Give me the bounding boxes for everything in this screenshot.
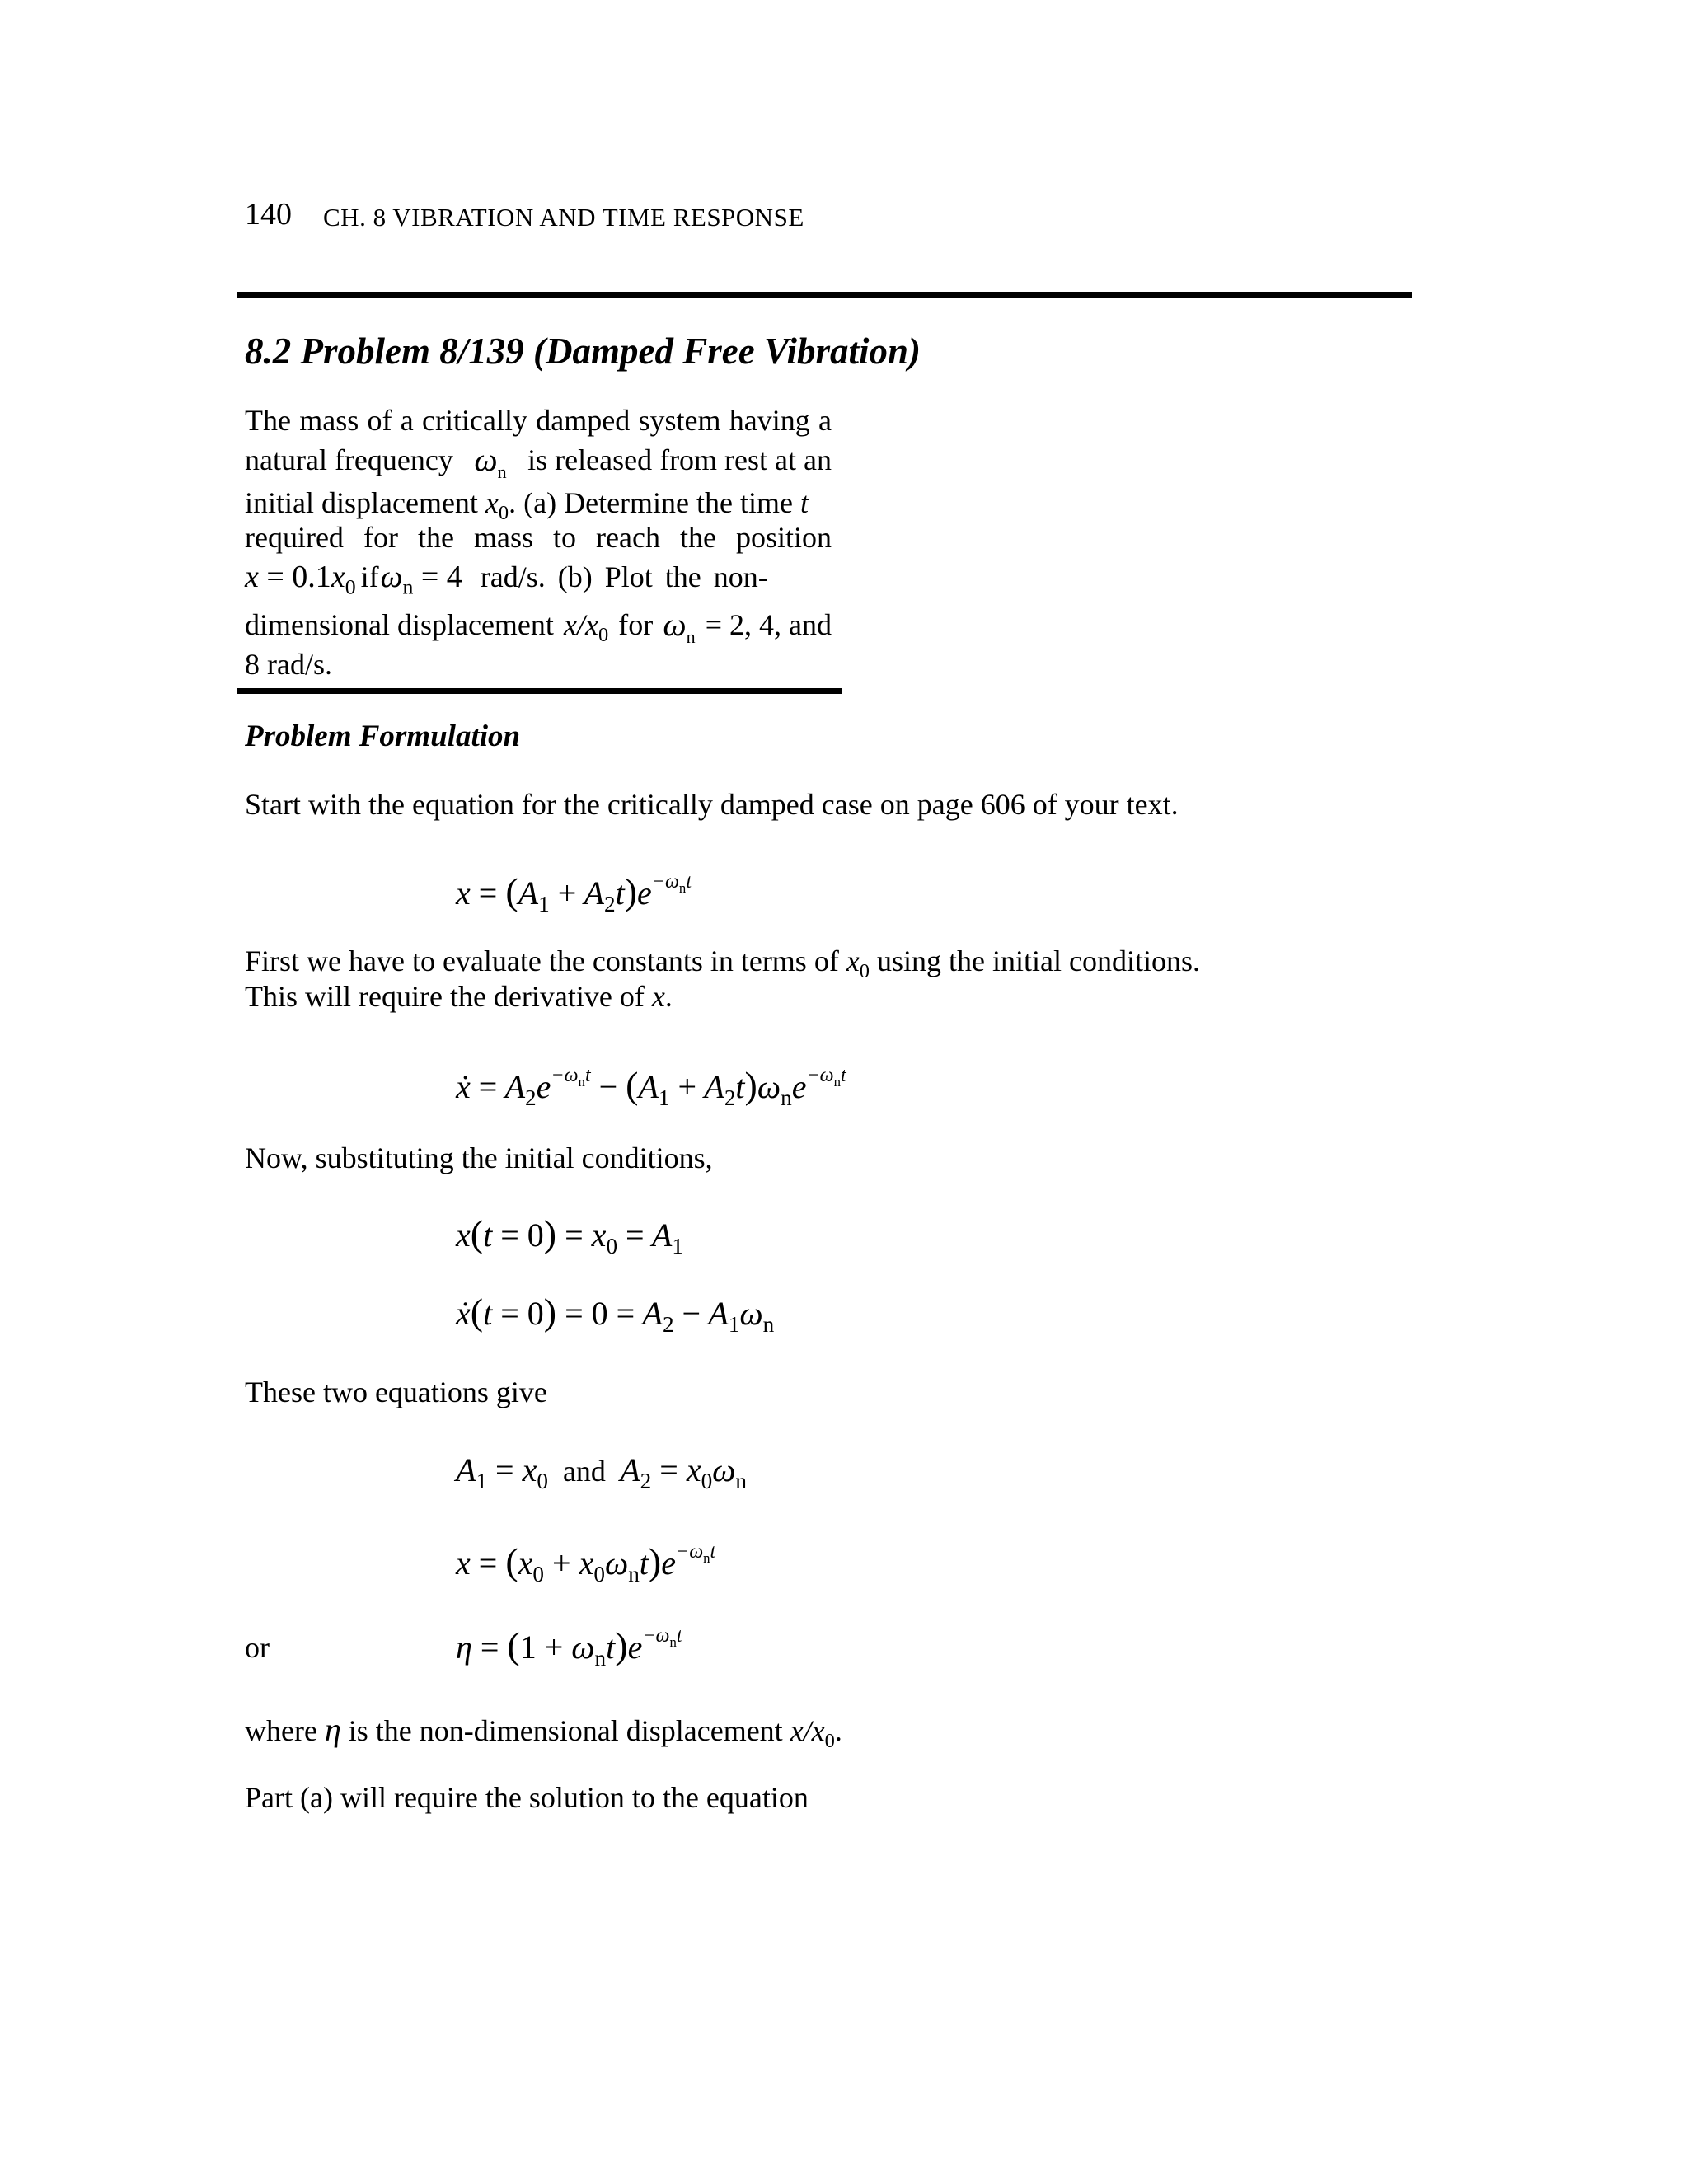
problem-line-2b: is released from rest at an bbox=[528, 443, 832, 476]
problem-line-3a: initial displacement bbox=[245, 486, 478, 519]
paragraph-2a: First we have to evaluate the constants in terms of bbox=[245, 944, 839, 977]
paragraph-2c: This will require the derivative of bbox=[245, 980, 645, 1013]
x0-symbol: $x_0$ bbox=[485, 486, 509, 525]
paragraph-5b: is the non-dimensional displacement bbox=[348, 1714, 783, 1747]
equation-derivative: ẋ = $A_2e^{-\omega_nt} - (A_1 + A_2t)\omega_ne^{-\omega_nt}$ bbox=[456, 1064, 846, 1110]
problem-line-2a: natural frequency bbox=[245, 443, 453, 476]
equation-initial-velocity: ẋ(t = $0) = 0 = A_2 - A_1\omega_n$ bbox=[456, 1291, 775, 1337]
running-title: CH. 8 VIBRATION AND TIME RESPONSE bbox=[323, 203, 804, 232]
equation-solution: $x = (x_0 + x_0\omega_nt)e^{-\omega_nt}$ bbox=[456, 1540, 716, 1586]
paragraph-2-line-2: This will require the derivative of x. bbox=[245, 980, 673, 1013]
problem-line-7: 8 rad/s. bbox=[245, 648, 332, 681]
formulation-heading: Problem Formulation bbox=[245, 719, 521, 753]
or-word: or bbox=[245, 1631, 270, 1664]
paragraph-2-line-1: First we have to evaluate the constants in terms of $x_0$ using the initial conditions. bbox=[245, 944, 1201, 983]
paragraph-2b: using the initial conditions. bbox=[877, 944, 1201, 977]
omega-equation: $\omega_n = 4$ bbox=[380, 560, 462, 599]
and-word: and bbox=[562, 1455, 606, 1488]
problem-line-6b: for bbox=[618, 608, 654, 641]
problem-line-1: The mass of a critically damped system having a bbox=[245, 404, 832, 437]
problem-line-2 bbox=[245, 440, 832, 480]
paragraph-6: Part (a) will require the solution to the equation bbox=[245, 1781, 809, 1814]
position-equation: $x = 0.1x_0$ bbox=[245, 560, 356, 599]
problem-line-4: required for the mass to reach the position bbox=[245, 521, 832, 554]
paragraph-3: Now, substituting the initial conditions, bbox=[245, 1141, 713, 1174]
paragraph-1: Start with the equation for the critically damped case on page 606 of your text. bbox=[245, 788, 1179, 821]
problem-line-6 bbox=[245, 605, 832, 647]
problem-line-6a: dimensional displacement bbox=[245, 608, 554, 641]
equation-nondimensional: $\eta = (1 + \omega_nt)e^{-\omega_nt}$ bbox=[456, 1624, 682, 1671]
equation-initial-position: $x(t = 0) = x_0 = A_1$ bbox=[456, 1212, 683, 1258]
equation-constants: $A_1 = x_0$ and $A_2 = x_0\omega_n$ bbox=[456, 1451, 748, 1493]
omega-n-symbol-2: $\omega_n$ bbox=[663, 606, 696, 647]
page-number: 140 bbox=[245, 197, 292, 232]
problem-line-5 bbox=[245, 557, 832, 597]
problem-rule bbox=[237, 688, 842, 694]
omega-n-symbol: $\omega_n$ bbox=[474, 441, 507, 482]
paragraph-4: These two equations give bbox=[245, 1376, 547, 1408]
section-title: 8.2 Problem 8/139 (Damped Free Vibration) bbox=[245, 330, 921, 372]
problem-line-3b: . (a) Determine the time bbox=[509, 486, 793, 519]
problem-line-3: initial displacement $x_0$. (a) Determine the time t bbox=[245, 486, 809, 525]
equation-displacement: $x = (A_1 + A_2t)e^{-\omega_nt}$ bbox=[456, 870, 692, 916]
problem-line-5b: rad/s. (b) Plot the non- bbox=[480, 560, 768, 593]
problem-line-6c: = 2, 4, and bbox=[705, 608, 832, 641]
problem-line-5a: if bbox=[360, 560, 379, 593]
header-rule bbox=[237, 292, 1412, 298]
ratio-x-x0: $x/x_0$ bbox=[564, 608, 609, 647]
problem-statement bbox=[245, 401, 832, 684]
paragraph-5a: where bbox=[245, 1714, 317, 1747]
paragraph-5: where η is the non-dimensional displacement $x/x_0$. bbox=[245, 1711, 842, 1753]
